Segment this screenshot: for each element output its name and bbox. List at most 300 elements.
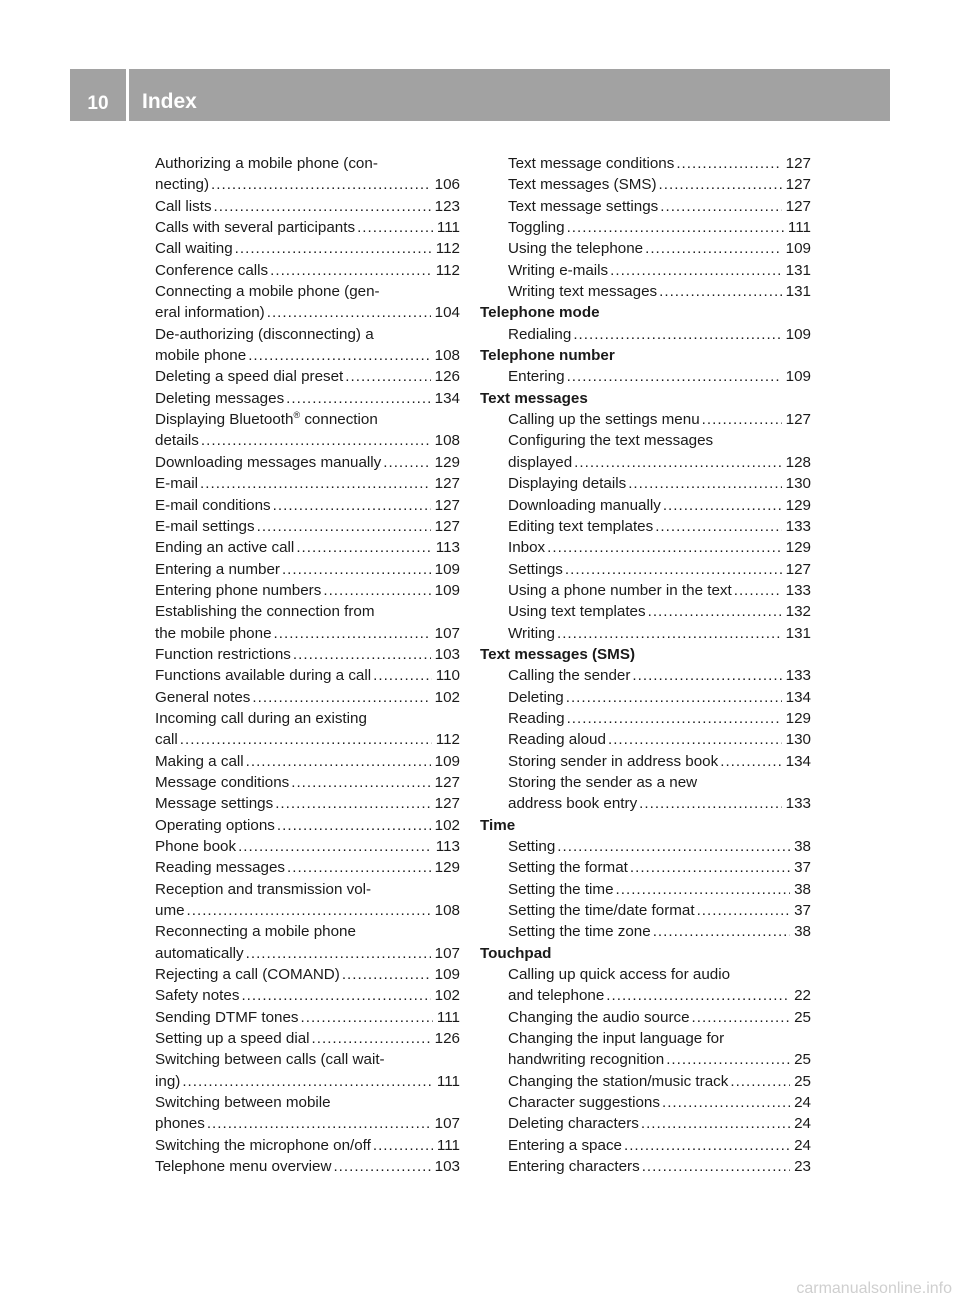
index-subentry <box>480 985 811 1006</box>
entry-label: call <box>155 731 178 749</box>
entry-text <box>155 155 380 172</box>
entry-text <box>508 324 573 345</box>
index-subentry <box>480 324 811 345</box>
index-subentry <box>480 1113 811 1134</box>
dot-leader <box>660 196 781 217</box>
entry-text <box>508 238 645 259</box>
index-entry <box>155 815 460 836</box>
page-reference: 38 <box>794 838 811 855</box>
page-reference: 127 <box>434 496 460 514</box>
dot-leader <box>628 473 781 494</box>
entry-label: Call waiting <box>155 240 233 258</box>
index-subentry <box>480 1071 811 1092</box>
entry-text <box>155 283 382 300</box>
page-reference: 112 <box>435 240 460 258</box>
page-reference: 127 <box>434 517 460 535</box>
index-entry <box>155 1113 460 1134</box>
index-subentry <box>480 964 811 985</box>
index-entry <box>155 1156 460 1177</box>
entry-label: handwriting recognition <box>508 1051 665 1069</box>
entry-label: Message conditions <box>155 773 290 791</box>
index-entry <box>155 409 460 430</box>
page-reference: 111 <box>787 219 811 237</box>
index-entry <box>155 793 460 814</box>
page-reference: 38 <box>794 880 811 898</box>
entry-text <box>155 603 377 620</box>
index-entry <box>155 644 460 665</box>
index-subentry <box>480 196 811 217</box>
dot-leader <box>653 921 790 942</box>
index-subentry <box>480 174 811 195</box>
index-subentry <box>480 281 811 302</box>
entry-text <box>155 1094 333 1111</box>
entry-text <box>508 174 659 195</box>
index-entry <box>155 345 460 366</box>
dot-leader <box>557 836 790 857</box>
index-entry <box>155 495 460 516</box>
entry-text <box>508 1071 730 1092</box>
entry-text <box>155 302 267 323</box>
index-subentry <box>480 1156 811 1177</box>
entry-text <box>508 623 557 644</box>
dot-leader <box>296 537 431 558</box>
entry-label: Setting the time <box>508 880 614 898</box>
dot-leader <box>277 815 431 836</box>
index-entry <box>155 580 460 601</box>
dot-leader <box>632 665 781 686</box>
dot-leader <box>702 409 782 430</box>
page-reference: 127 <box>785 155 811 172</box>
dot-leader <box>565 559 782 580</box>
entry-text <box>155 772 291 793</box>
index-entry <box>155 623 460 644</box>
entry-text <box>508 153 676 174</box>
page-reference: 111 <box>436 1136 460 1154</box>
dot-leader <box>214 196 431 217</box>
entry-text <box>508 1030 726 1047</box>
entry-label: Inbox <box>508 539 546 557</box>
dot-leader <box>676 153 781 174</box>
entry-text <box>155 943 246 964</box>
entry-label: Writing <box>508 624 555 642</box>
entry-text <box>155 196 214 217</box>
entry-text <box>155 217 357 238</box>
page-reference: 131 <box>785 624 811 642</box>
entry-label: Using text templates <box>508 603 646 621</box>
index-subentry <box>480 1007 811 1028</box>
entry-text <box>155 495 273 516</box>
entry-label: Conference calls <box>155 261 269 279</box>
entry-label: Phone book <box>155 838 237 855</box>
page-reference: 131 <box>785 261 811 279</box>
entry-text <box>508 879 616 900</box>
entry-label: Switching the microphone on/off <box>155 1136 371 1154</box>
page-reference: 112 <box>435 731 460 749</box>
index-heading: Touchpad <box>480 944 552 962</box>
index-entry <box>155 836 460 857</box>
entry-text <box>155 473 200 494</box>
dot-leader <box>692 1007 791 1028</box>
page-reference: 104 <box>434 304 460 322</box>
entry-text <box>155 923 358 940</box>
entry-label: Authorizing a mobile phone (con- <box>155 155 378 172</box>
dot-leader <box>286 388 430 409</box>
entry-text <box>155 644 293 665</box>
index-entry <box>155 260 460 281</box>
entry-text <box>508 665 632 686</box>
index-entry <box>155 366 460 387</box>
entry-text <box>508 580 734 601</box>
entry-label: Reading <box>508 709 565 727</box>
dot-leader <box>246 943 431 964</box>
entry-text <box>155 452 383 473</box>
index-subentry <box>480 473 811 494</box>
entry-text <box>508 260 610 281</box>
entry-label: Setting <box>508 838 556 855</box>
page-reference: 107 <box>434 1115 460 1133</box>
index-subentry <box>480 900 811 921</box>
index-entry <box>155 1092 460 1113</box>
entry-label: Setting the format <box>508 859 628 877</box>
index-entry <box>155 985 460 1006</box>
entry-label: Setting up a speed dial <box>155 1030 310 1048</box>
dot-leader <box>291 772 430 793</box>
index-entry <box>155 153 460 174</box>
entry-label: phones <box>155 1115 205 1133</box>
page-reference: 103 <box>434 1158 460 1176</box>
index-subentry <box>480 1028 811 1049</box>
page-reference: 129 <box>434 453 460 471</box>
entry-text <box>508 516 655 537</box>
entry-label: Switching between mobile <box>155 1094 331 1112</box>
page-reference: 127 <box>434 795 460 813</box>
dot-leader <box>238 836 432 857</box>
page-reference: 133 <box>785 667 811 685</box>
dot-leader <box>608 729 782 750</box>
page-reference: 126 <box>434 368 460 386</box>
entry-label: Using a phone number in the text <box>508 581 732 599</box>
index-heading: Text messages <box>480 389 588 407</box>
entry-text <box>508 196 660 217</box>
page-reference: 134 <box>785 752 811 770</box>
entry-label: displayed <box>508 453 573 471</box>
index-heading: Telephone mode <box>480 304 600 322</box>
entry-text <box>155 430 201 451</box>
page-reference: 131 <box>785 283 811 301</box>
page-reference: 109 <box>785 240 811 258</box>
page-reference: 38 <box>794 923 811 941</box>
header-divider <box>126 69 129 121</box>
entry-text <box>155 1071 182 1092</box>
entry-label: Reception and transmission vol- <box>155 880 372 898</box>
dot-leader <box>373 1135 433 1156</box>
dot-leader <box>641 1113 790 1134</box>
dot-leader <box>241 985 430 1006</box>
index-subentry <box>480 665 811 686</box>
entry-label: the mobile phone <box>155 624 272 642</box>
entry-label: Downloading manually <box>508 496 661 514</box>
dot-leader <box>630 857 790 878</box>
entry-text <box>508 537 547 558</box>
entry-text <box>155 1156 333 1177</box>
index-entry <box>155 1007 460 1028</box>
entry-label: Displaying Bluetooth <box>155 411 294 429</box>
dot-leader <box>252 687 430 708</box>
section-title: Index <box>142 90 197 113</box>
dot-leader <box>287 857 431 878</box>
dot-leader <box>624 1135 790 1156</box>
entry-text <box>155 260 270 281</box>
index-entry <box>155 388 460 409</box>
dot-leader <box>312 1028 431 1049</box>
entry-label: Entering a number <box>155 560 280 578</box>
page-reference: 37 <box>794 859 811 877</box>
page-reference: 110 <box>435 667 460 685</box>
page-reference: 102 <box>434 688 460 706</box>
entry-label: automatically <box>155 944 244 962</box>
entry-text <box>508 966 732 983</box>
page-reference: 112 <box>435 261 460 279</box>
page-reference: 127 <box>785 176 811 194</box>
page-reference: 129 <box>785 496 811 514</box>
page-reference: 109 <box>785 368 811 386</box>
page-reference: 129 <box>434 859 460 877</box>
entry-text <box>508 452 574 473</box>
entry-label: Changing the input language for <box>508 1030 725 1048</box>
dot-leader <box>207 1113 431 1134</box>
entry-label: Text message settings <box>508 197 659 215</box>
entry-text <box>155 1007 301 1028</box>
page-reference: 111 <box>436 1008 460 1026</box>
page-reference: 23 <box>794 1158 811 1176</box>
entry-text <box>508 1092 662 1113</box>
page-reference: 24 <box>794 1115 811 1133</box>
page-reference: 102 <box>434 816 460 834</box>
page-reference: 22 <box>794 987 811 1005</box>
entry-text <box>508 1156 642 1177</box>
page-reference: 134 <box>785 688 811 706</box>
entry-label: Calling up the settings menu <box>508 411 700 429</box>
index-subentry <box>480 623 811 644</box>
page-reference: 133 <box>785 581 811 599</box>
dot-leader <box>201 430 431 451</box>
dot-leader <box>697 900 791 921</box>
index-subentry <box>480 366 811 387</box>
entry-label: Using the telephone <box>508 240 644 258</box>
dot-leader <box>270 260 432 281</box>
index-subentry <box>480 516 811 537</box>
page-reference: 129 <box>785 539 811 557</box>
index-entry <box>155 729 460 750</box>
index-heading: Text messages (SMS) <box>480 645 636 663</box>
entry-text <box>508 559 565 580</box>
index-column-left <box>155 153 460 1178</box>
index-subentry <box>480 430 811 451</box>
entry-label: E-mail settings <box>155 517 255 535</box>
entry-text <box>155 238 235 259</box>
entry-text <box>508 985 606 1006</box>
index-subentry <box>480 559 811 580</box>
page-reference: 113 <box>435 838 460 855</box>
entry-text <box>155 516 257 537</box>
dot-leader <box>573 324 781 345</box>
index-entry <box>155 559 460 580</box>
page-reference: 25 <box>794 1072 811 1090</box>
page-reference: 108 <box>434 347 460 365</box>
page-reference: 24 <box>794 1094 811 1112</box>
entry-label: Text message conditions <box>508 155 675 172</box>
dot-leader <box>275 793 430 814</box>
entry-text <box>155 1028 312 1049</box>
dot-leader <box>567 366 782 387</box>
entry-text <box>508 857 630 878</box>
index-entry <box>155 751 460 772</box>
dot-leader <box>610 260 782 281</box>
entry-text <box>155 815 277 836</box>
page-reference: 129 <box>785 709 811 727</box>
entry-text <box>155 687 252 708</box>
index-entry <box>155 857 460 878</box>
page-reference: 103 <box>434 645 460 663</box>
entry-text <box>508 729 608 750</box>
entry-label: Incoming call during an existing <box>155 709 367 727</box>
index-entry <box>155 921 460 942</box>
index-subentry <box>480 708 811 729</box>
entry-label: Editing text templates <box>508 517 654 535</box>
dot-leader <box>267 302 431 323</box>
dot-leader <box>345 366 430 387</box>
index-subentry <box>480 153 811 174</box>
entry-label: Call lists <box>155 197 212 215</box>
index-entry <box>155 324 460 345</box>
entry-label: Toggling <box>508 219 565 237</box>
entry-text <box>155 729 180 750</box>
index-subentry <box>480 1049 811 1070</box>
entry-text <box>508 495 663 516</box>
dot-leader <box>187 900 431 921</box>
entry-text <box>508 836 557 857</box>
index-entry <box>155 302 460 323</box>
entry-text <box>508 432 715 449</box>
entry-text <box>508 687 566 708</box>
index-subentry <box>480 857 811 878</box>
dot-leader <box>200 473 431 494</box>
entry-label: Rejecting a call (COMAND) <box>155 966 340 984</box>
entry-label: eral information) <box>155 304 265 322</box>
dot-leader <box>342 964 431 985</box>
index-subentry <box>480 1135 811 1156</box>
entry-text <box>155 1051 387 1068</box>
entry-text <box>155 559 282 580</box>
entry-label: Reading aloud <box>508 731 606 749</box>
dot-leader <box>720 751 781 772</box>
entry-label: Establishing the connection from <box>155 603 375 621</box>
dot-leader <box>257 516 431 537</box>
dot-leader <box>246 751 431 772</box>
entry-label: Entering a space <box>508 1136 622 1154</box>
entry-label: Telephone menu overview <box>155 1158 332 1176</box>
dot-leader <box>639 793 781 814</box>
page-reference: 111 <box>436 219 460 237</box>
page-reference: 133 <box>785 517 811 535</box>
entry-text <box>155 985 241 1006</box>
entry-label: Deleting messages <box>155 389 285 407</box>
dot-leader <box>662 1092 790 1113</box>
dot-leader <box>357 217 433 238</box>
page-reference: 25 <box>794 1008 811 1026</box>
dot-leader <box>211 174 431 195</box>
entry-label: Downloading messages manually <box>155 453 382 471</box>
index-entry <box>155 900 460 921</box>
dot-leader <box>567 217 784 238</box>
entry-label: Operating options <box>155 816 275 834</box>
entry-text <box>508 708 567 729</box>
index-subentry <box>480 238 811 259</box>
entry-label-tail: connection <box>300 411 378 429</box>
index-entry <box>155 473 460 494</box>
index-entry <box>155 964 460 985</box>
dot-leader <box>383 452 430 473</box>
dot-leader <box>282 559 431 580</box>
dot-leader <box>333 1156 430 1177</box>
page-header <box>70 69 890 121</box>
page-reference: 107 <box>434 944 460 962</box>
entry-label: Settings <box>508 560 563 578</box>
entry-label: Functions available during a call <box>155 667 372 685</box>
page-reference: 127 <box>785 197 811 215</box>
entry-text <box>508 751 720 772</box>
entry-label: Message settings <box>155 795 274 813</box>
dot-leader <box>323 580 430 601</box>
index-entry <box>155 238 460 259</box>
entry-text <box>155 580 323 601</box>
index-entry <box>155 687 460 708</box>
entry-label: Redialing <box>508 325 572 343</box>
index-subentry <box>480 580 811 601</box>
entry-label: necting) <box>155 176 210 194</box>
index-entry <box>155 452 460 473</box>
entry-text <box>155 345 248 366</box>
dot-leader <box>663 495 782 516</box>
page-reference: 123 <box>434 197 460 215</box>
registered-mark: ® <box>293 410 301 421</box>
page-reference: 106 <box>434 176 460 194</box>
entry-text <box>155 836 238 857</box>
entry-text <box>155 537 296 558</box>
entry-label: details <box>155 432 199 450</box>
entry-text <box>508 217 567 238</box>
page-reference: 24 <box>794 1136 811 1154</box>
entry-label: Deleting a speed dial preset <box>155 368 344 386</box>
index-entry <box>155 665 460 686</box>
index-entry <box>155 1049 460 1070</box>
entry-label: De-authorizing (disconnecting) a <box>155 325 374 343</box>
dot-leader <box>648 601 782 622</box>
dot-leader <box>293 644 431 665</box>
entry-text <box>508 1007 692 1028</box>
index-entry <box>155 601 460 622</box>
dot-leader <box>235 238 432 259</box>
index-entry <box>155 217 460 238</box>
entry-text <box>508 601 648 622</box>
dot-leader <box>182 1071 433 1092</box>
index-subentry <box>480 793 811 814</box>
index-subentry <box>480 836 811 857</box>
entry-label: Calling the sender <box>508 667 631 685</box>
entry-label: Calls with several participants <box>155 219 356 237</box>
page-reference: 108 <box>434 902 460 920</box>
entry-text <box>508 921 653 942</box>
